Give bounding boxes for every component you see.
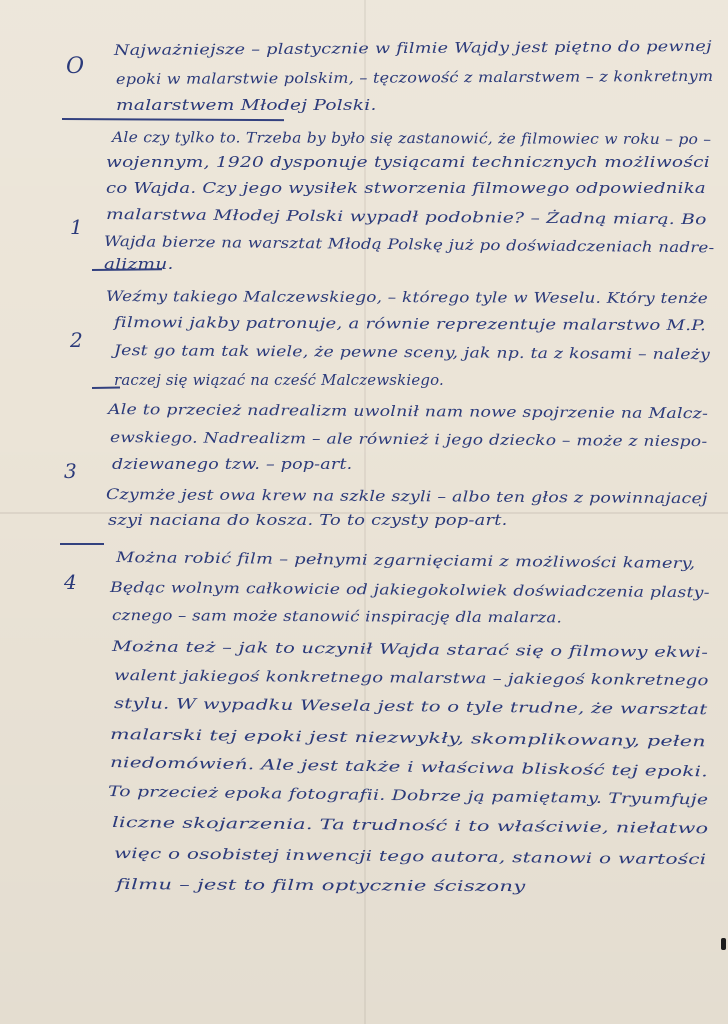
text-line: malarski tej epoki jest niezwykły, skomplikowany, pełen (109, 727, 707, 751)
text-line: filmowi jakby patronuje, a równie reprezentuje malarstwo M.P. (113, 315, 707, 335)
text-line: cznego – sam może stanowić inspirację dla malarza. (111, 608, 563, 627)
paper-fold-vertical (364, 0, 366, 1024)
text-line: Będąc wolnym całkowicie od jakiegokolwiek doświadczenia plasty- (109, 580, 710, 602)
margin-marker-1: 1 (70, 215, 83, 239)
text-line: To przecież epoka fotografii. Dobrze ją pamiętamy. Tryumfuje (107, 784, 709, 809)
text-line: niedomówień. Ale jest także i właściwa bliskość tej epoki. (109, 755, 709, 781)
text-line: malarstwa Młodej Polski wypadł podobnie? – Żadną miarą. Bo (105, 207, 707, 229)
text-line: Ale to przecież nadrealizm uwolnił nam nowe spojrzenie na Malcz- (107, 402, 709, 423)
text-line: więc o osobistej inwencji tego autora, stanowi o wartości (113, 846, 707, 869)
text-line: Jest go tam tak wiele, że pewne sceny, jak np. ta z kosami – należy (113, 343, 711, 364)
text-line: wojennym, 1920 dysponuje tysiącami technicznych możliwości (106, 155, 710, 171)
text-line: co Wajda. Czy jego wysiłek stworzenia filmowego odpowiednika (106, 181, 706, 197)
text-line: walent jakiegoś konkretnego malarstwa – jakiegoś konkretnego (113, 668, 709, 690)
text-line: Najważniejsze – plastycznie w filmie Wajdy jest piętno do pewnej (113, 38, 712, 59)
text-line: Można też – jak to uczynił Wajda starać się o filmowy ekwi- (111, 639, 709, 662)
text-line: dziewanego tzw. – pop-art. (112, 457, 353, 473)
text-line: Czymże jest owa krew na szkle szyli – albo ten głos z powinnajacej (105, 487, 708, 508)
scan-edge-mark (721, 938, 726, 950)
section-rule (62, 118, 284, 121)
text-line: raczej się wiązać na cześć Malczewskiego. (114, 373, 444, 389)
text-line: Wajda bierze na warsztat Młodą Polskę już po doświadczeniach nadre- (103, 234, 715, 257)
text-line: Można robić film – pełnymi zgarnięciami z możliwości kamery, (115, 550, 696, 573)
text-line: filmu – jest to film optycznie ściszony (115, 877, 526, 896)
text-line: Ale czy tylko to. Trzeba by było się zastanowić, że filmowiec w roku – po – (111, 130, 712, 149)
margin-marker-4: 4 (64, 570, 77, 594)
margin-marker-3: 3 (64, 459, 77, 483)
text-line: szyi naciana do kosza. To to czysty pop-art. (108, 513, 508, 529)
text-line: Weźmy takiego Malczewskiego, – którego tyle w Weselu. Który tenże (105, 289, 709, 308)
margin-marker-2: 2 (70, 328, 83, 352)
text-line: alizmu. (104, 257, 174, 273)
text-line: malarstwem Młodej Polski. (116, 98, 377, 114)
margin-marker-0: O (66, 54, 85, 79)
text-line: liczne skojarzenia. Ta trudność i to właściwie, niełatwo (111, 815, 709, 838)
text-line: ewskiego. Nadrealizm – ale również i jego dziecko – może z niespo- (109, 430, 708, 451)
text-line: epoki w malarstwie polskim, – tęczowość z malarstwem – z konkretnym (115, 68, 714, 88)
section-rule (60, 543, 104, 545)
text-line: stylu. W wypadku Wesela jest to o tyle trudne, że warsztat (113, 696, 708, 719)
